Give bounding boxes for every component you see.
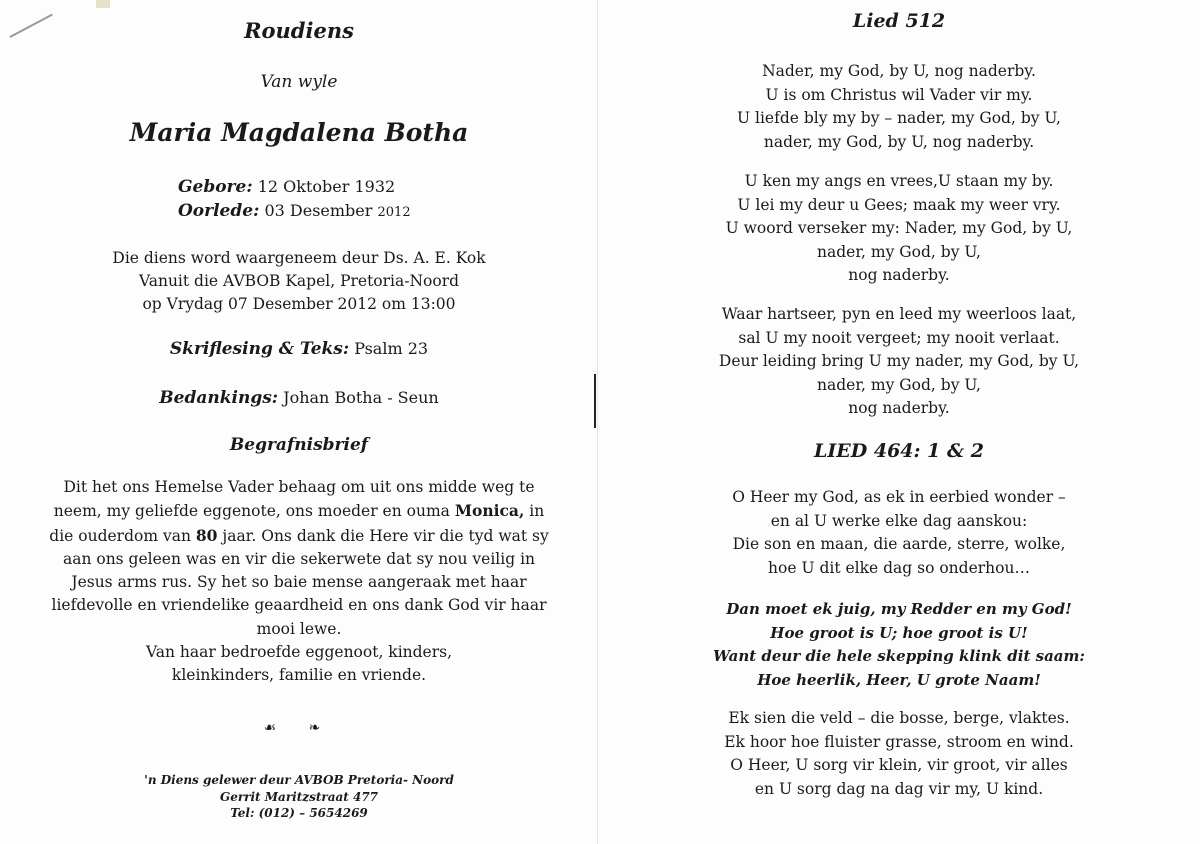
death-date: 03 Desember (264, 201, 373, 220)
funeral-letter (40, 476, 558, 688)
verse-line: nader, my God, by U, (817, 375, 981, 394)
tape-mark (96, 0, 110, 8)
letter-closing: kleinkinders, familie en vriende. (171, 666, 427, 685)
chorus-line: Want deur die hele skepping klink dit saam: (713, 647, 1085, 665)
funeral-letter-body (40, 476, 558, 641)
footer-line: 'n Diens gelewer deur AVBOB Pretoria- Noord (144, 773, 454, 787)
service-line: Die diens word waargeneem deur Ds. A. E. Kok (112, 249, 486, 267)
verse-line: Die son en maan, die aarde, sterre, wolke, (732, 535, 1066, 553)
scripture-value: Psalm 23 (354, 339, 429, 358)
footer-line: Gerrit Maritzstraat 477 (219, 789, 379, 804)
fleuron-ornament: ☙ ❧ (263, 720, 335, 736)
verse-line: U liefde bly my by – nader, my God, by U, (737, 109, 1061, 127)
verse-line: hoe U dit elke dag so onderhou… (768, 558, 1030, 577)
letter-name: Monica, (454, 501, 525, 521)
chorus-line: Hoe heerlik, Heer, U grote Naam! (757, 670, 1041, 689)
service-line: op Vrydag 07 Desember 2012 om 13:00 (142, 295, 456, 313)
letter-age: 80 (195, 525, 218, 545)
verse-line: sal U my nooit vergeet; my nooit verlaat. (738, 328, 1060, 347)
van-wyle-subtitle: Van wyle (260, 72, 338, 92)
hymn-title-512: Lied 512 (852, 10, 946, 32)
thanks-value: Johan Botha - Seun (283, 388, 439, 407)
verse-line: U lei my deur u Gees; maak my weer vry. (737, 195, 1061, 214)
verse-line: nog naderby. (848, 399, 950, 417)
verse-line: nader, my God, by U, (817, 242, 981, 261)
birth-date: 12 Oktober 1932 (257, 177, 396, 196)
letter-text: jaar. Ons dank die Here vir die tyd wat sy aan ons geleen was en vir die sekerwete dat sy nou veilig in Jesus arms rus. Sy het so baie mense aangeraak met haar liefdevolle en vriendelike geaardheid en ons dank God vir haar mooi lewe. (51, 526, 549, 638)
funeral-letter-heading: Begrafnisbrief (229, 435, 369, 455)
verse-line: U is om Christus wil Vader vir my. (765, 85, 1033, 104)
birth-line (178, 175, 411, 199)
chorus-line: Hoe groot is U; hoe groot is U! (770, 623, 1028, 642)
verse-line: nog naderby. (848, 266, 950, 284)
page-title: Roudiens (244, 18, 354, 43)
scripture-line (0, 339, 598, 359)
verse-line: U ken my angs en vrees,U staan my by. (744, 172, 1054, 190)
verse-line: U woord verseker my: Nader, my God, by U, (725, 219, 1073, 237)
letter-closing: Van haar bedroefde eggenoot, kinders, (145, 643, 453, 662)
verse-line: nader, my God, by U, nog naderby. (763, 132, 1035, 151)
verse-line: Ek sien die veld – die bosse, berge, vlaktes. (728, 709, 1070, 727)
dates-block (178, 175, 411, 225)
verse-line: O Heer, U sorg vir klein, vir groot, vir alles (730, 756, 1068, 774)
scripture-label: Skriflesing & Teks: (169, 339, 350, 359)
hymn-verse-1 (598, 60, 1200, 154)
verse-line: Deur leiding bring U my nader, my God, by U, (718, 352, 1080, 370)
verse-line: Nader, my God, by U, nog naderby. (762, 62, 1036, 80)
letter-text: in die ouderdom van (49, 502, 545, 545)
hymn-verse-3 (598, 303, 1200, 421)
hymn-chorus (598, 598, 1200, 692)
death-label: Oorlede: (178, 201, 260, 221)
hymn-464-verse-1 (598, 486, 1200, 580)
verse-line: Waar hartseer, pyn en leed my weerloos laat, (721, 305, 1077, 323)
footer (0, 772, 598, 822)
chorus-line: Dan moet ek juig, my Redder en my God! (726, 600, 1072, 618)
hymn-title-464: LIED 464: 1 & 2 (814, 440, 984, 462)
hymn-verse-2 (598, 170, 1200, 288)
footer-line: Tel: (012) – 5654269 (230, 806, 368, 820)
verse-line: en U sorg dag na dag vir my, U kind. (754, 779, 1044, 798)
verse-line: Ek hoor hoe fluister grasse, stroom en wind. (724, 732, 1074, 751)
verse-line: en al U werke elke dag aanskou: (770, 511, 1028, 530)
thanks-line (0, 388, 598, 408)
birth-label: Gebore: (178, 177, 253, 197)
hymn-464-verse-2 (598, 707, 1200, 801)
thanks-label: Bedankings: (159, 388, 279, 408)
deceased-name: Maria Magdalena Botha (129, 118, 469, 147)
death-year: 2012 (377, 205, 411, 220)
service-details (0, 247, 598, 316)
death-line (178, 199, 411, 225)
letter-text: Dit het ons Hemelse Vader behaag om uit ons midde weg te neem, my geliefde eggenote, ons moeder en ouma (53, 478, 535, 521)
verse-line: O Heer my God, as ek in eerbied wonder – (732, 488, 1066, 506)
service-line: Vanuit die AVBOB Kapel, Pretoria-Noord (138, 272, 460, 290)
